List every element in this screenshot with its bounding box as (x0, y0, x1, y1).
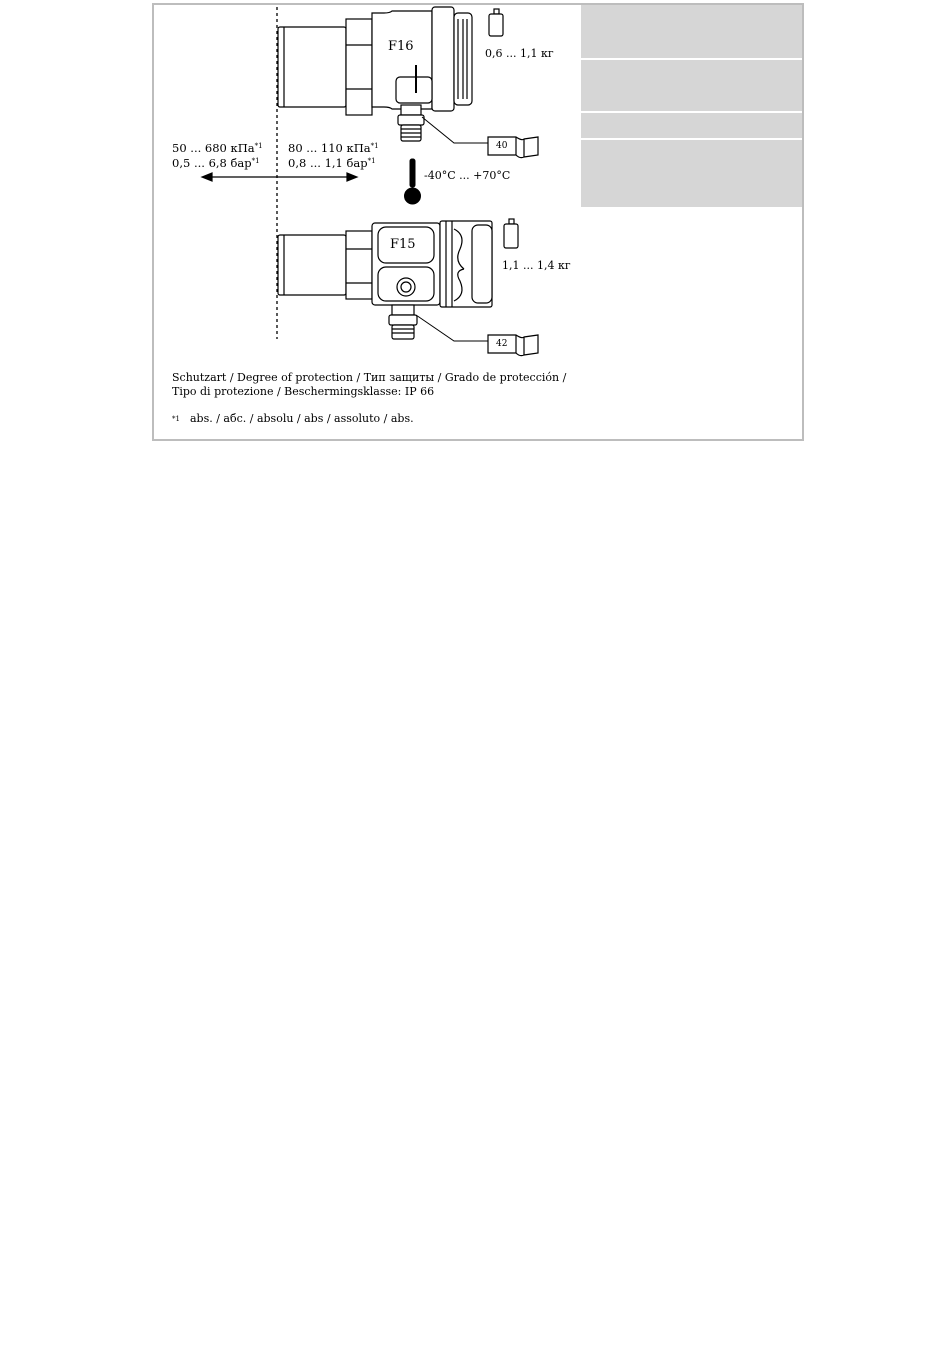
weight-icon-bottom (504, 219, 518, 248)
temperature-range: -40°C ... +70°C (424, 169, 511, 182)
range-arrow (202, 173, 357, 181)
device-label-f16: F16 (388, 39, 414, 54)
footnote: $^{*1}$ abs. / абс. / absolu / abs / assoluto / abs. (172, 412, 414, 425)
leader-line-bottom (416, 315, 489, 341)
specification-figure (152, 3, 804, 441)
weight-text-top: 0,6 ... 1,1 кг (485, 47, 554, 60)
weight-icon-top (489, 9, 503, 36)
range-left-kpa: 50 ... 680 кПа$^{*1}$ (172, 141, 263, 155)
range-left-bar: 0,5 ... 6,8 бар$^{*1}$ (172, 156, 260, 170)
thermometer-icon (405, 159, 421, 204)
protection-caption-line2: Tipo di protezione / Beschermingsklasse: IP 66 (172, 385, 435, 398)
protection-caption-line1: Schutzart / Degree of protection / Тип защиты / Grado de protección / (172, 371, 567, 384)
leader-line-top (422, 117, 489, 143)
book-ref-bottom: 42 (496, 339, 508, 349)
range-right-kpa: 80 ... 110 кПа$^{*1}$ (288, 141, 379, 155)
device-f16-drawing (278, 7, 472, 141)
weight-text-bottom: 1,1 ... 1,4 кг (502, 259, 571, 272)
device-f15-drawing (278, 221, 492, 339)
book-ref-top: 40 (496, 141, 508, 151)
device-label-f15: F15 (390, 237, 416, 252)
range-right-bar: 0,8 ... 1,1 бар$^{*1}$ (288, 156, 376, 170)
